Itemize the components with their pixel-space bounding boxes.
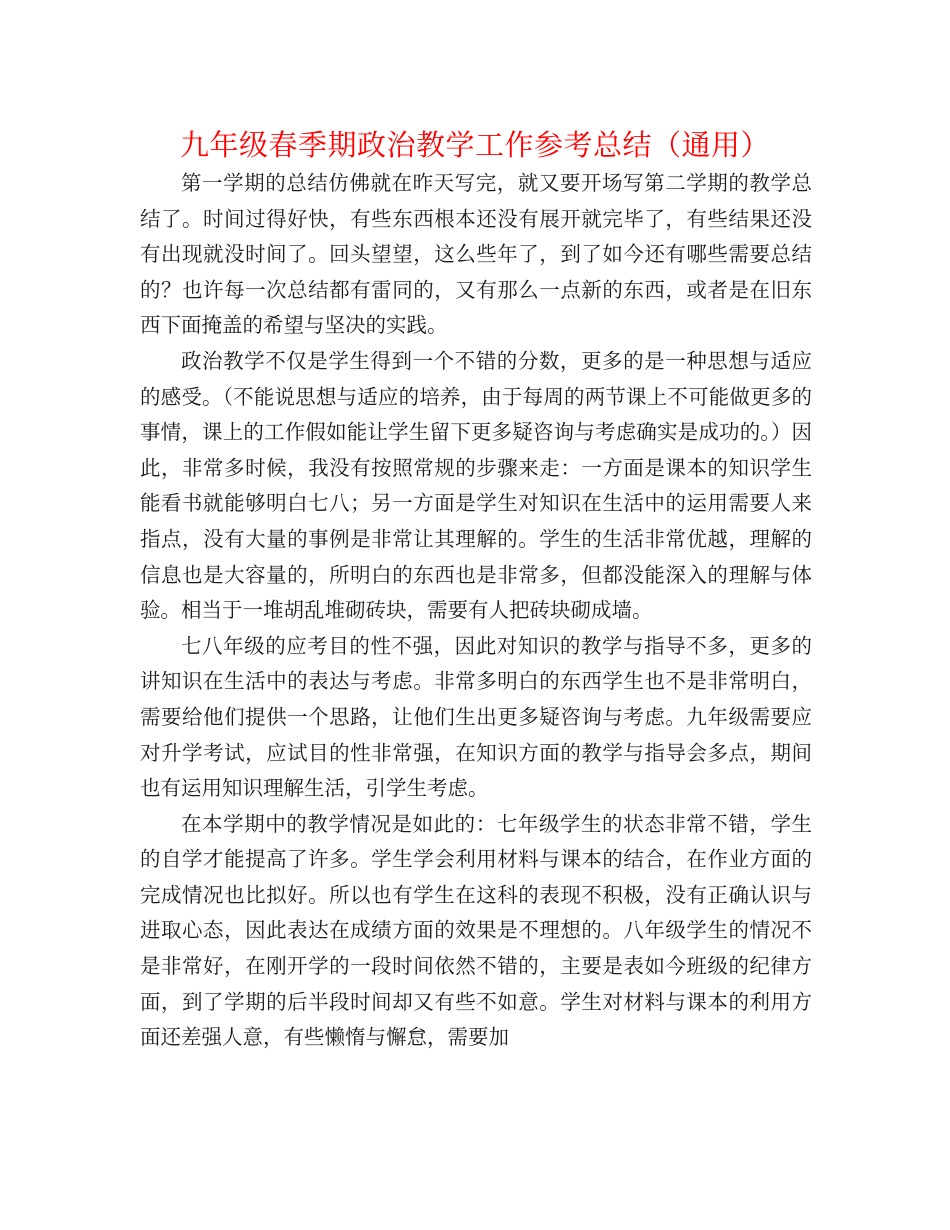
document-title: 九年级春季期政治教学工作参考总结（通用）	[179, 128, 770, 162]
paragraph-2: 政治教学不仅是学生得到一个不错的分数，更多的是一种思想与适应的感受。（不能说思想与适应的培养，由于每周的两节课上不可能做更多的事情，课上的工作假如能让学生留下更多疑咨询与考虑确实是成功的。）因此，非常多时候，我没有按照常规的步骤来走：一方面是课本的知识学生能看书就能够明白七八；另一方面是学生对知识在生活中的运用需要人来指点，没有大量的事例是非常让其理解的。学生的生活非常优越，理解的信息也是大容量的，所明白的东西也是非常多，但都没能深入的理解与体验。相当于一堆胡乱堆砌砖块，需要有人把砖块砌成墙。	[140, 348, 812, 623]
paragraph-4: 在本学期中的教学情况是如此的：七年级学生的状态非常不错，学生的自学才能提高了许多。学生学会利用材料与课本的结合，在作业方面的完成情况也比拟好。所以也有学生在这科的表现不积极，没有正确认识与进取心态，因此表达在成绩方面的效果是不理想的。八年级学生的情况不是非常好，在刚开学的一段时间依然不错的，主要是表如今班级的纪律方面，到了学期的后半段时间却又有些不如意。学生对材料与课本的利用方面还差强人意，有些懒惰与懈怠，需要加	[140, 811, 812, 1050]
paragraph-1: 第一学期的总结仿佛就在昨天写完，就又要开场写第二学期的教学总结了。时间过得好快，有些东西根本还没有展开就完毕了，有些结果还没有出现就没时间了。回头望望，这么些年了，到了如今还有哪些需要总结的？也许每一次总结都有雷同的，又有那么一点新的东西，或者是在旧东西下面掩盖的希望与坚决的实践。	[140, 171, 812, 338]
paragraph-3: 七八年级的应考目的性不强，因此对知识的教学与指导不多，更多的讲知识在生活中的表达与考虑。非常多明白的东西学生也不是非常明白，需要给他们提供一个思路，让他们生出更多疑咨询与考虑。九年级需要应对升学考试，应试目的性非常强，在知识方面的教学与指导会多点，期间也有运用知识理解生活，引学生考虑。	[140, 633, 812, 801]
document-body	[140, 166, 812, 1056]
